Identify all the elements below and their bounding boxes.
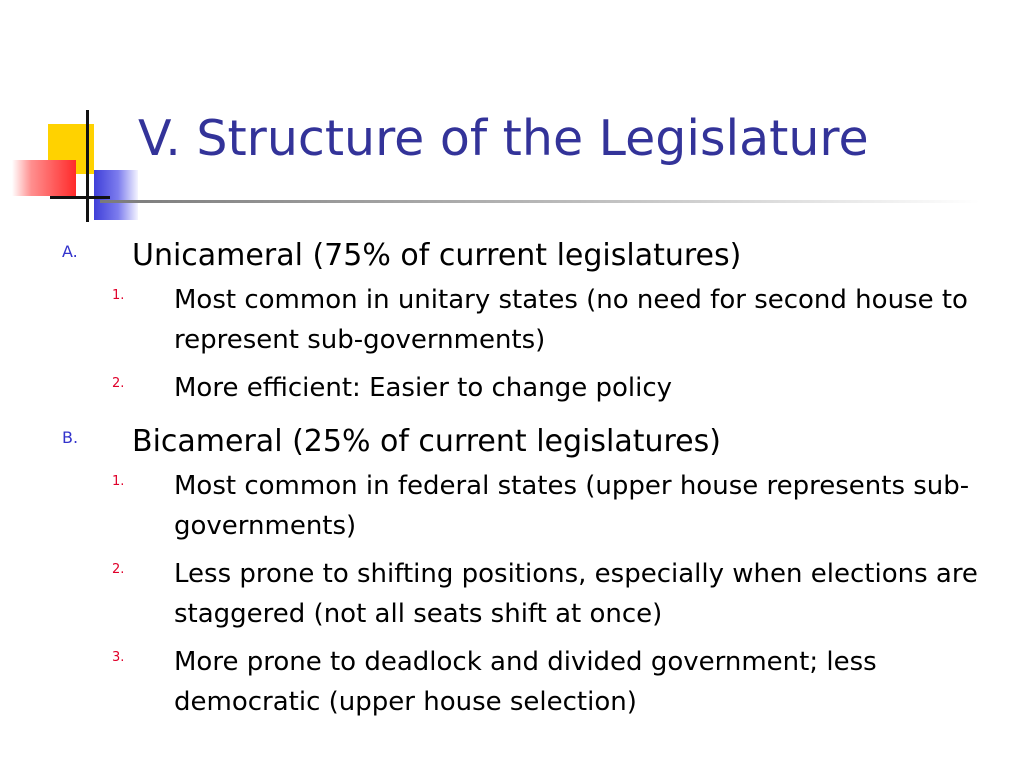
list-marker: A. — [62, 242, 78, 261]
sublist-item — [0, 368, 1024, 408]
list-marker: B. — [62, 428, 79, 447]
sublist-item-text: Less prone to shifting positions, especially when elections are staggered (not all seats shift at once) — [174, 559, 978, 629]
sublist-item-text: More prone to deadlock and divided government; less democratic (upper house selection) — [174, 647, 877, 717]
slide-title: V. Structure of the Legislature — [138, 110, 869, 167]
bullet-list — [0, 236, 1024, 736]
title-underline-rule — [100, 200, 980, 203]
sublist-item-text: Most common in federal states (upper house represents sub-governments) — [174, 471, 970, 541]
list-item-unicameral — [0, 236, 1024, 276]
sublist-item-text: Most common in unitary states (no need for second house to represent sub-governments) — [174, 285, 968, 355]
decorative-blue-square — [94, 170, 138, 220]
sublist-unicameral — [0, 280, 1024, 408]
sublist-marker: 2. — [112, 562, 125, 577]
decorative-red-bar — [12, 160, 76, 196]
sublist-marker: 2. — [112, 376, 125, 391]
decorative-vertical-line — [86, 110, 89, 222]
list-item-text: Unicameral (75% of current legislatures) — [132, 238, 742, 273]
sublist-item — [0, 280, 1024, 360]
sublist-marker: 3. — [112, 650, 125, 665]
list-item-bicameral — [0, 422, 1024, 462]
sublist-marker: 1. — [112, 288, 125, 303]
sublist-item — [0, 642, 1024, 722]
sublist-marker: 1. — [112, 474, 125, 489]
sublist-item — [0, 466, 1024, 546]
list-item-text: Bicameral (25% of current legislatures) — [132, 424, 721, 459]
sublist-item-text: More efficient: Easier to change policy — [174, 373, 672, 403]
decorative-horizontal-line — [50, 196, 110, 199]
sublist-item — [0, 554, 1024, 634]
sublist-bicameral — [0, 466, 1024, 722]
